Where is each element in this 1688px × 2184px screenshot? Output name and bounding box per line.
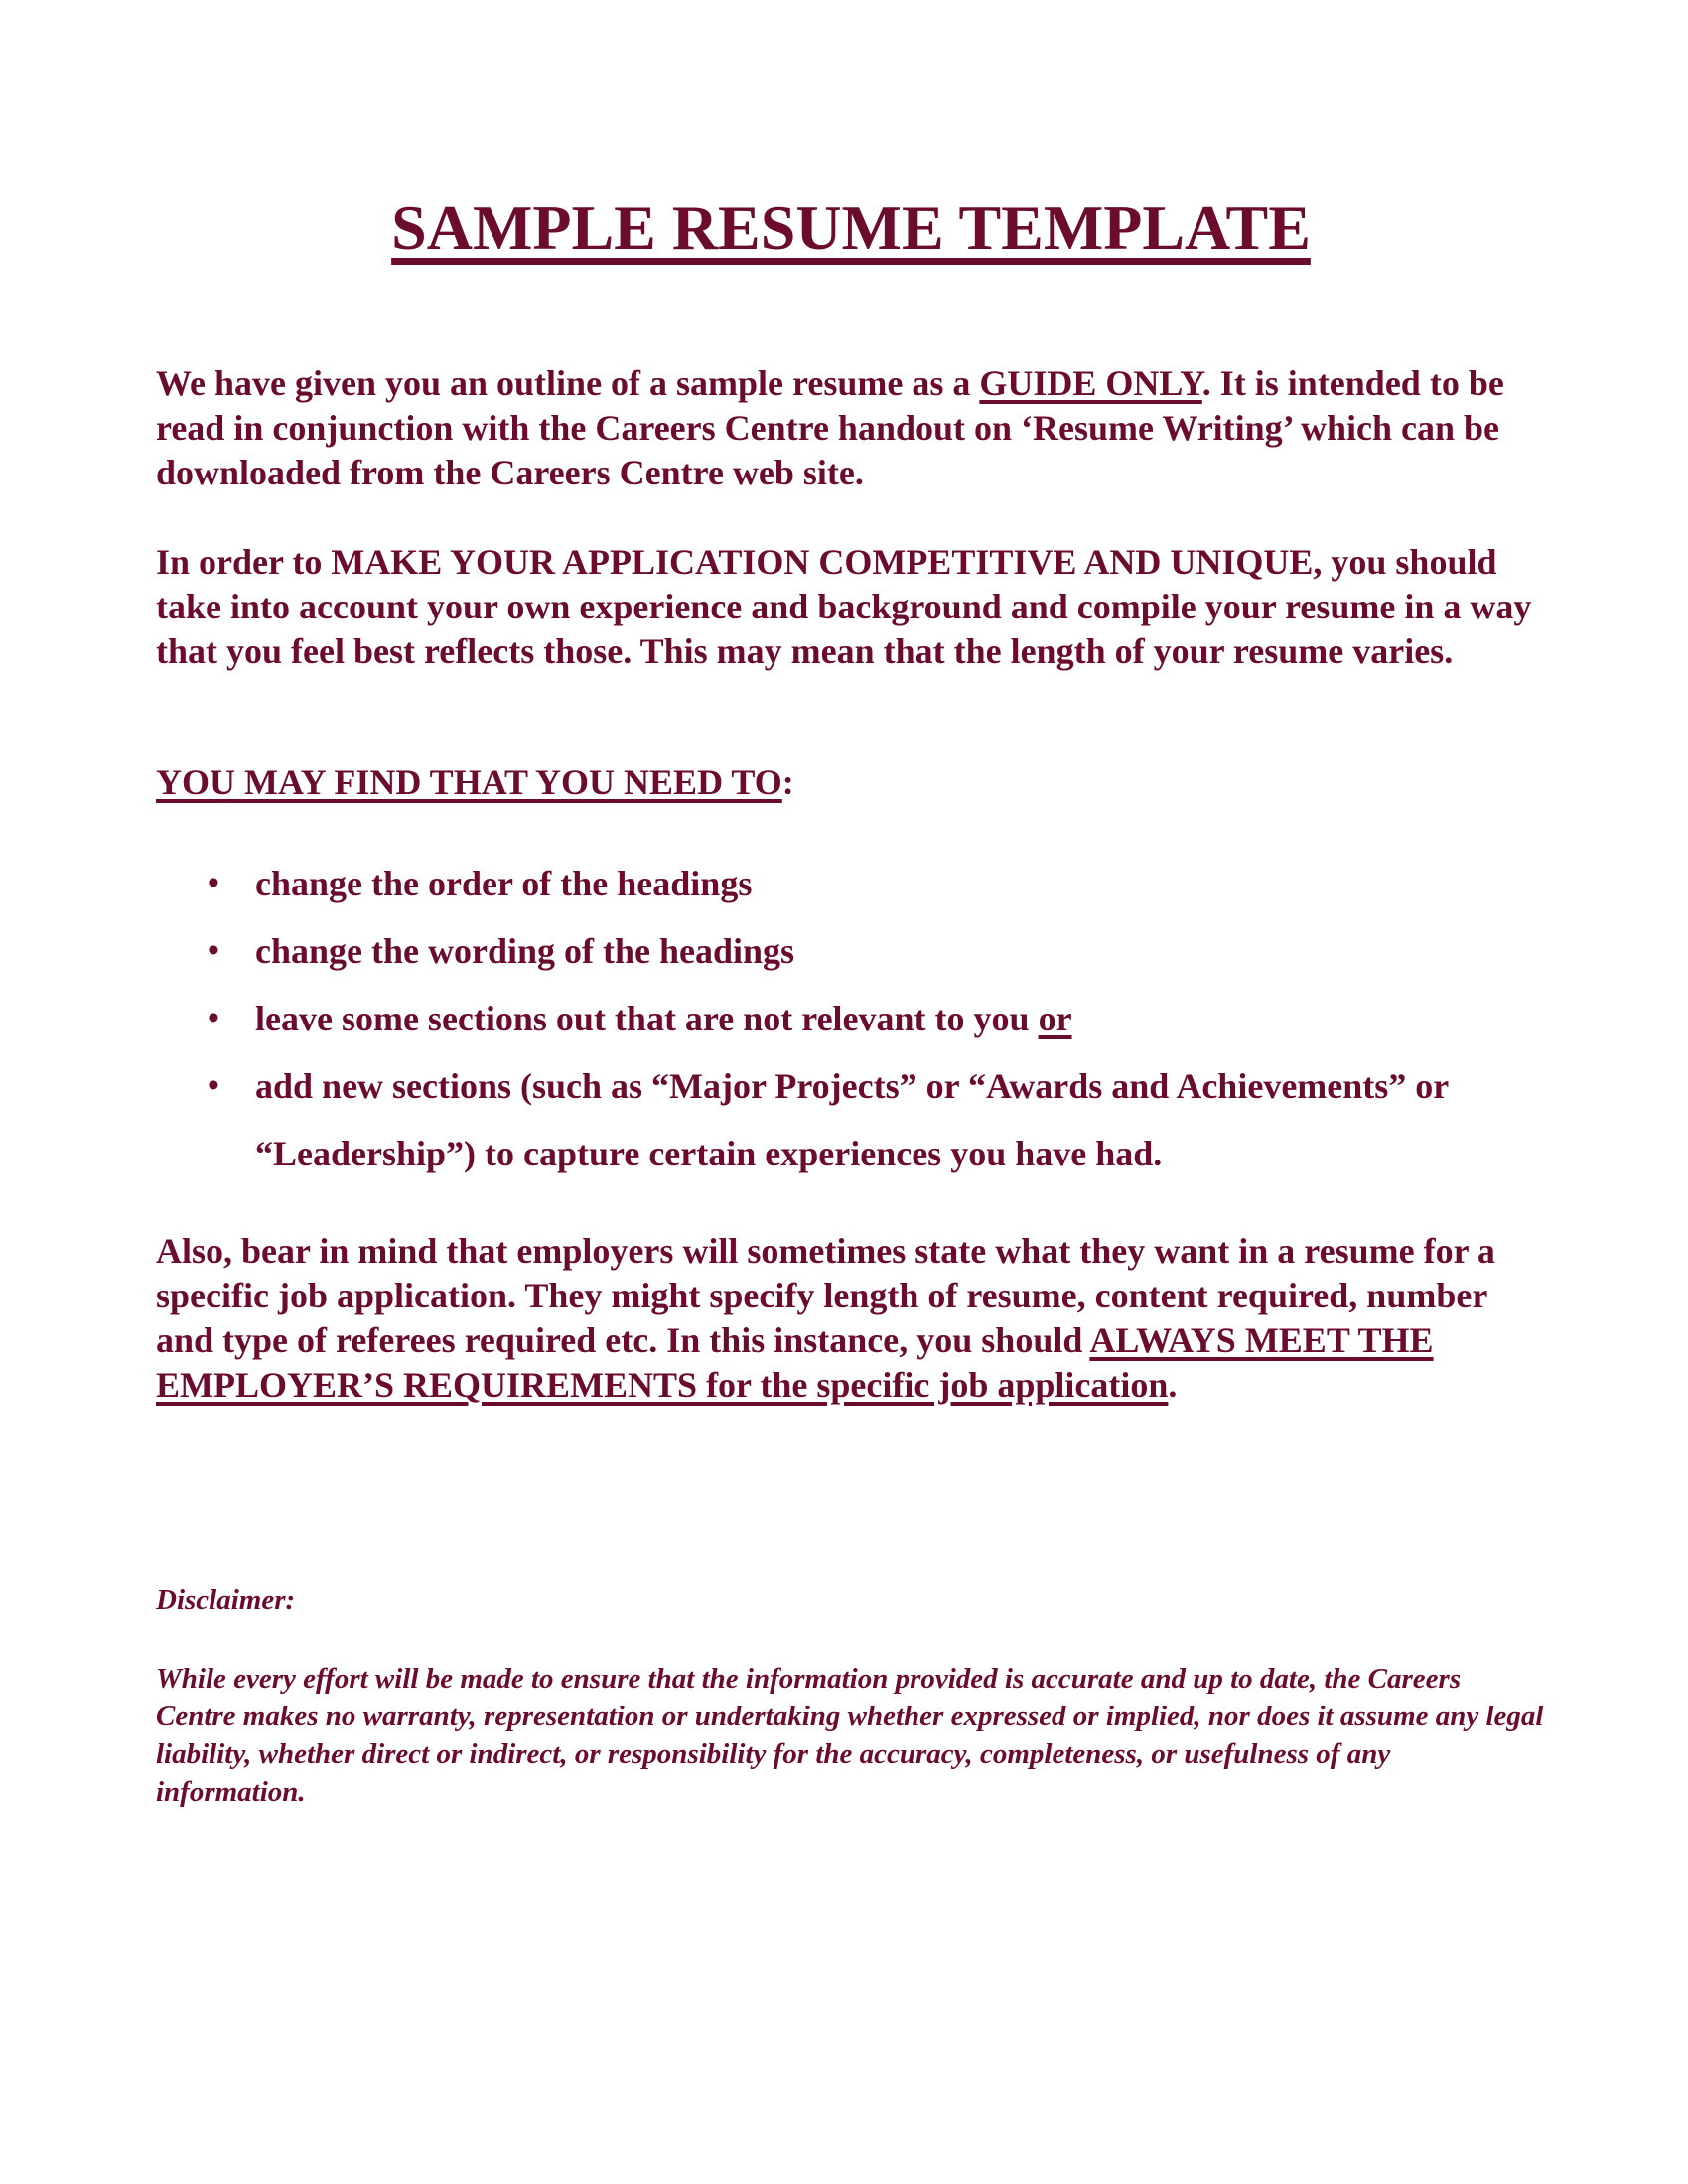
list-item-text: add new sections (such as “Major Projects” or “Awards and Achievements” or “Leadership”) to capture certain experiences you have had.: [255, 1066, 1449, 1173]
employer-text-end: .: [1168, 1365, 1178, 1405]
disclaimer-text: While every effort will be made to ensure that the information provided is accurate and up to date, the Careers Centre makes no warranty, representation or undertaking whether expressed or implied, nor does it assume any legal liability, whether direct or indirect, or responsibility for the accuracy, completeness, or usefulness of any information.: [156, 1663, 1544, 1808]
or-emphasis: or: [1038, 999, 1072, 1038]
intro-text-end: . It is intended to be read in conjunction with the Careers Centre handout on ‘Resume Writing’ which can be downloaded from the Careers Centre web site.: [156, 363, 1504, 492]
suggestions-list: [156, 850, 1546, 1187]
page-title-text: SAMPLE RESUME TEMPLATE: [391, 193, 1311, 263]
list-item-text: change the wording of the headings: [255, 931, 795, 971]
employer-paragraph: [156, 1229, 1546, 1408]
employer-text-start: Also, bear in mind that employers will sometimes state what they want in a resume for a specific job application. They might specify length of resume, content required, number and type of referees required etc. In this instance, you should: [156, 1231, 1495, 1360]
guide-only-emphasis: GUIDE ONLY: [979, 363, 1202, 403]
bullet-icon: •: [208, 865, 219, 901]
disclaimer-label: Disclaimer:: [156, 1584, 296, 1616]
intro-text-start: We have given you an outline of a sample resume as a: [156, 363, 980, 403]
bullet-icon: •: [208, 1000, 219, 1036]
intro-paragraph: [156, 361, 1546, 495]
bullet-icon: •: [208, 1067, 219, 1104]
list-item: [156, 1052, 1546, 1187]
bullet-icon: •: [208, 932, 219, 969]
list-item-text: leave some sections out that are not relevant to you: [255, 999, 1039, 1038]
list-item: [156, 850, 1546, 917]
employer-requirements-emphasis: ALWAYS MEET THE EMPLOYER’S REQUIREMENTS for the specific job application: [156, 1320, 1434, 1405]
list-item-text: change the order of the headings: [255, 864, 753, 903]
competitive-paragraph: In order to MAKE YOUR APPLICATION COMPETITIVE AND UNIQUE, you should take into account your own experience and background and compile your resume in a way that you feel best reflects those. This may mean that the length of your resume varies.: [156, 542, 1532, 671]
list-item: [156, 985, 1546, 1052]
need-to-heading-text: YOU MAY FIND THAT YOU NEED TO: [156, 762, 782, 802]
need-to-heading: [156, 760, 1546, 805]
list-item: [156, 917, 1546, 985]
page-title: [156, 193, 1546, 263]
need-to-heading-colon: :: [781, 762, 794, 802]
